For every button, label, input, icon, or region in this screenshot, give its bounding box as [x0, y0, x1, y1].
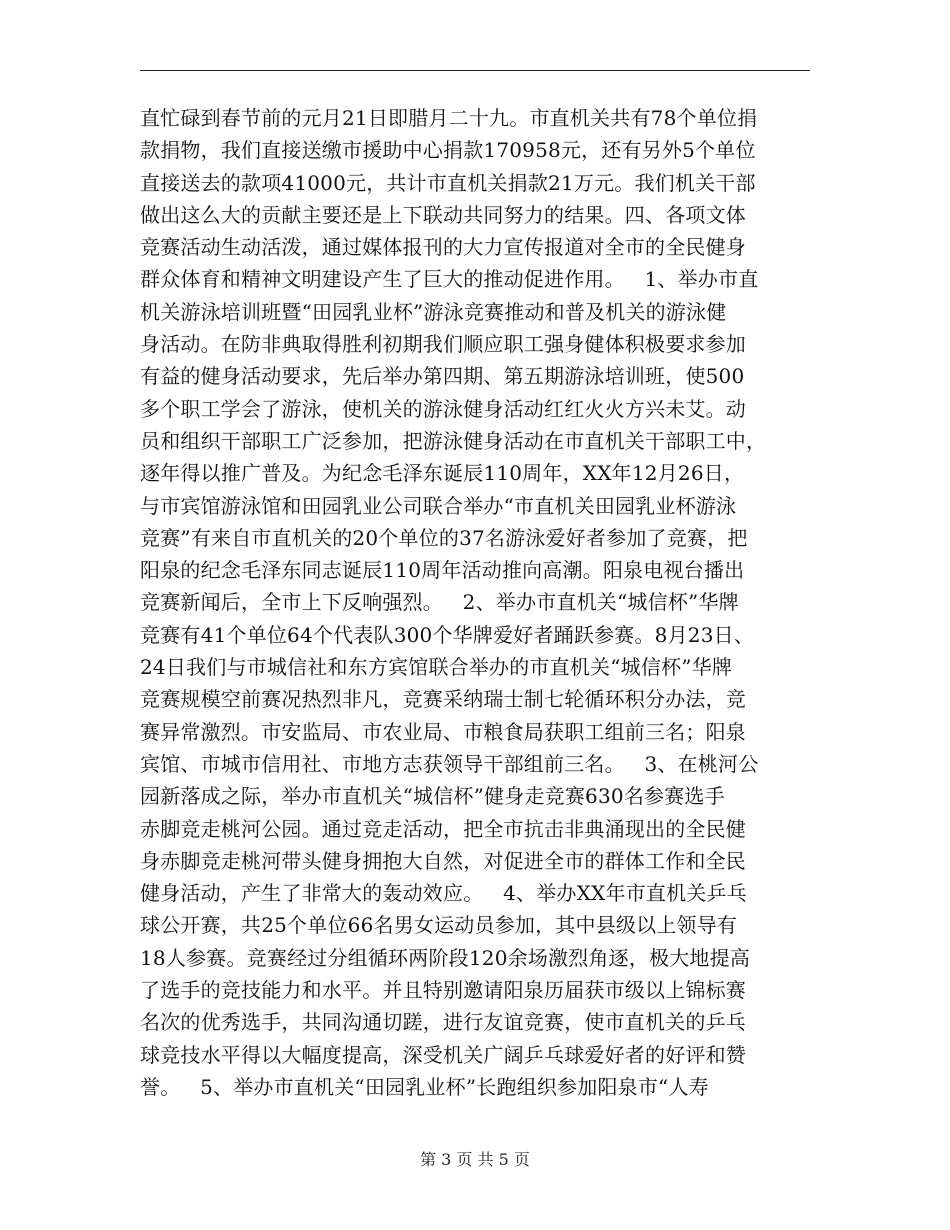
text-line: 了选手的竞技能力和水平。并且特别邀请阳泉历届获市级以上锦标赛 — [140, 978, 746, 1003]
text-line: 群众体育和精神文明建设产生了巨大的推动促进作用。 1、举办市直 — [140, 267, 759, 292]
text-line: 有益的健身活动要求，先后举办第四期、第五期游泳培训班，使500 — [140, 364, 745, 389]
text-line: 竞赛有41个单位64个代表队300个华牌爱好者踊跃参赛。8月23日、 — [140, 622, 755, 647]
text-line: 多个职工学会了游泳，使机关的游泳健身活动红红火火方兴未艾。动 — [140, 396, 746, 421]
text-line: 赤脚竞走桃河公园。通过竞走活动，把全市抗击非典涌现出的全民健 — [140, 816, 746, 841]
text-line: 款捐物，我们直接送缴市援助中心捐款170958元，还有另外5个单位 — [140, 138, 756, 163]
text-line: 员和组织干部职工广泛参加，把游泳健身活动在市直机关干部职工中， — [140, 428, 767, 453]
page-footer: 第 3 页 共 5 页 — [420, 1150, 530, 1169]
text-line: 机关游泳培训班暨“田园乳业杯”游泳竞赛推动和普及机关的游泳健 — [140, 299, 727, 324]
body-text — [140, 102, 820, 1103]
text-line: 球竞技水平得以大幅度提高，深受机关广阔乒乓球爱好者的好评和赞 — [140, 1042, 746, 1067]
text-line: 18人参赛。竞赛经过分组循环两阶段120余场激烈角逐，极大地提高 — [140, 945, 751, 970]
text-line: 逐年得以推广普及。为纪念毛泽东诞辰110周年，XX年12月26日， — [140, 461, 745, 486]
text-line: 身赤脚竞走桃河带头健身拥抱大自然，对促进全市的群体工作和全民 — [140, 848, 746, 873]
text-line: 24日我们与市城信社和东方宾馆联合举办的市直机关“城信杯”华牌 — [140, 655, 733, 680]
text-line: 名次的优秀选手，共同沟通切蹉，进行友谊竞赛，使市直机关的乒乓 — [140, 1010, 746, 1035]
text-line: 与市宾馆游泳馆和田园乳业公司联合举办“市直机关田园乳业杯游泳 — [140, 493, 737, 518]
text-line: 竞赛新闻后，全市上下反响强烈。 2、举办市直机关“城信杯”华牌 — [140, 590, 739, 615]
header-rule — [140, 70, 810, 71]
text-line: 园新落成之际，举办市直机关“城信杯”健身走竞赛630名参赛选手 — [140, 784, 725, 809]
text-line: 做出这么大的贡献主要还是上下联动共同努力的结果。四、各项文体 — [140, 202, 746, 227]
text-line: 竞赛”有来自市直机关的20个单位的37名游泳爱好者参加了竞赛，把 — [140, 525, 748, 550]
text-line: 健身活动，产生了非常大的轰动效应。 4、举办XX年市直机关乒乓 — [140, 881, 747, 906]
text-line: 宾馆、市城市信用社、市地方志获领导干部组前三名。 3、在桃河公 — [140, 751, 759, 776]
text-line: 竞赛规模空前赛况热烈非凡，竞赛采纳瑞士制七轮循环积分办法，竞 — [140, 687, 746, 712]
text-line: 赛异常激烈。市安监局、市农业局、市粮食局获职工组前三名；阳泉 — [140, 719, 746, 744]
text-line: 阳泉的纪念毛泽东同志诞辰110周年活动推向高潮。阳泉电视台播出 — [140, 558, 745, 583]
text-line: 身活动。在防非典取得胜利初期我们顺应职工强身健体积极要求参加 — [140, 332, 746, 357]
text-line: 球公开赛，共25个单位66名男女运动员参加，其中县级以上领导有 — [140, 913, 738, 938]
text-line: 誉。 5、举办市直机关“田园乳业杯”长跑组织参加阳泉市“人寿 — [140, 1074, 709, 1099]
text-line: 竞赛活动生动活泼，通过媒体报刊的大力宣传报道对全市的全民健身 — [140, 235, 746, 260]
text-line: 直忙碌到春节前的元月21日即腊月二十九。市直机关共有78个单位捐 — [140, 106, 758, 130]
text-line: 直接送去的款项41000元，共计市直机关捐款21万元。我们机关干部 — [140, 170, 756, 195]
